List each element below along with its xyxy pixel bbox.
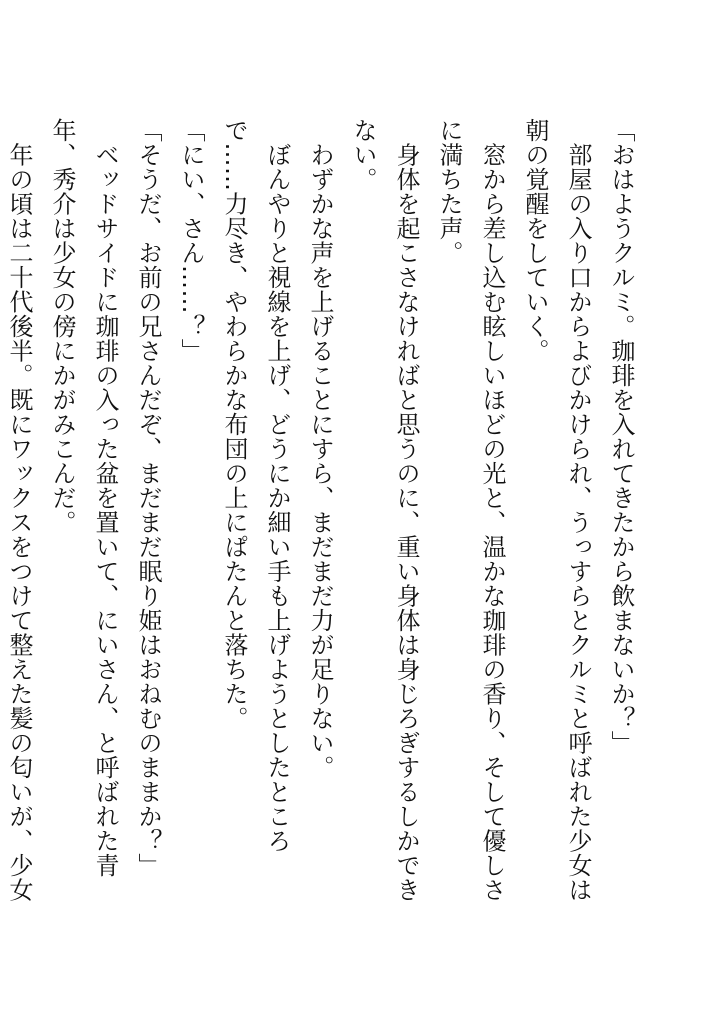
paragraph-4: 身体を起こさなければと思うのに、重い身体は身じろぎするしかできない。 xyxy=(349,118,420,902)
paragraph-8: 「そうだ、お前の兄さんだぞ、まだまだ眠り姫はおねむのままか？」 xyxy=(134,118,162,878)
paragraph-3: 窓から差し込む眩しいほどの光と、温かな珈琲の香り、そして優しさに満ちた声。 xyxy=(435,118,506,902)
paragraph-2: 部屋の入り口からよびかけられ、うっすらとクルミと呼ばれた少女は朝の覚醒をしていく。 xyxy=(521,118,592,902)
paragraph-7: 「にい、さん……？」 xyxy=(177,118,205,363)
paragraph-10: 年の頃は二十代後半。既にワックスをつけて整えた髪の匂いが、少女 xyxy=(5,142,33,902)
paragraph-6: ぼんやりと視線を上げ、どうにか細い手も上げようとしたところで……力尽き、やわらかな布団の上にぱたんと落ちた。 xyxy=(220,118,291,853)
vertical-text-body xyxy=(5,118,642,918)
paragraph-9: ベッドサイドに珈琲の入った盆を置いて、にいさん、と呼ばれた青年、秀介は少女の傍にかがみこんだ。 xyxy=(48,118,119,878)
paragraph-5: わずかな声を上げることにすら、まだまだ力が足りない。 xyxy=(306,118,334,780)
paragraph-1: 「おはようクルミ。珈琲を入れてきたから飲まないか？」 xyxy=(607,118,635,755)
